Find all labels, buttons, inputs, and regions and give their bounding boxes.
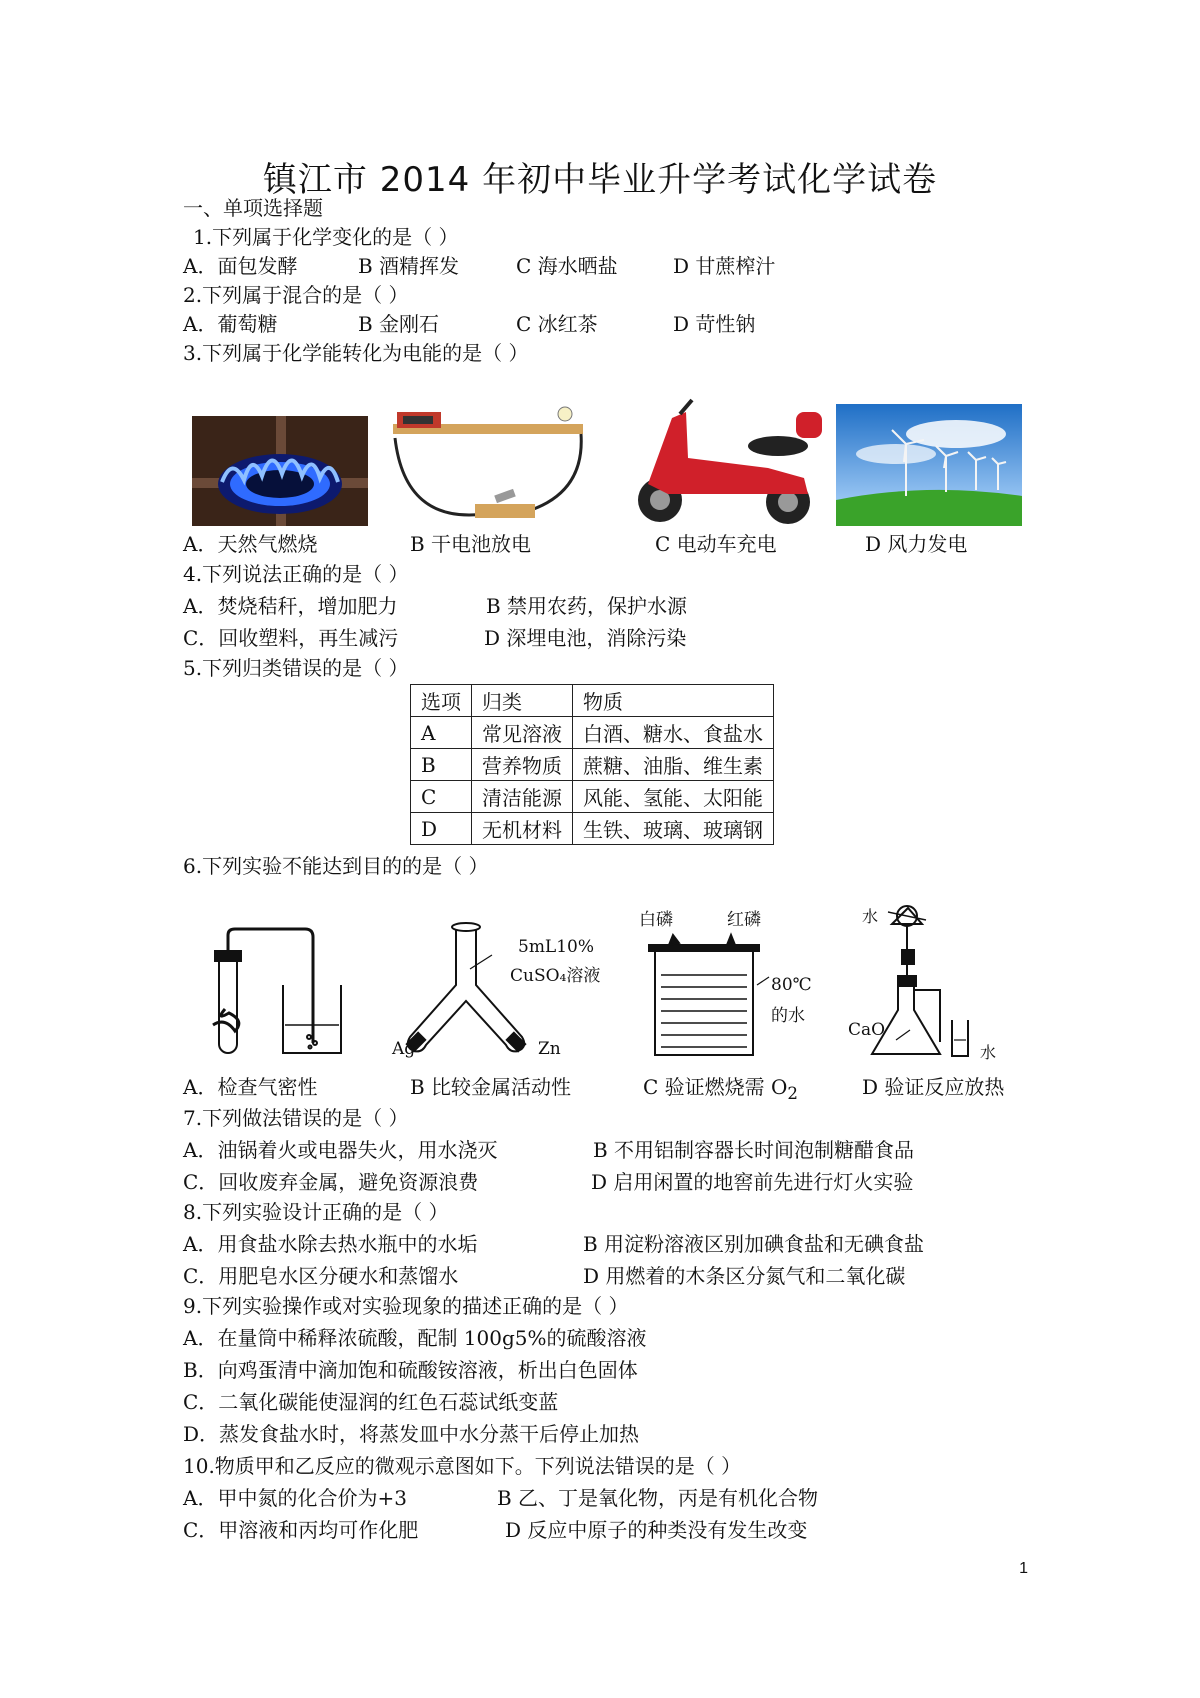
- table-cell: 常见溶液: [472, 717, 573, 749]
- q3-option-b[interactable]: B 干电池放电: [410, 532, 532, 556]
- silver-label: Ag: [392, 1039, 416, 1059]
- q6-option-a[interactable]: A．检查气密性: [183, 1075, 318, 1099]
- table-row: [411, 717, 774, 749]
- q8-option-c[interactable]: C．用肥皂水区分硬水和蒸馏水: [183, 1264, 459, 1288]
- table-cell: 无机材料: [472, 813, 573, 845]
- q1-option-a[interactable]: A．面包发酵: [183, 254, 298, 278]
- q2-option-d[interactable]: D 苛性钠: [673, 312, 756, 336]
- q3-stem: 3.下列属于化学能转化为电能的是（ ）: [183, 341, 529, 365]
- q10-option-b[interactable]: B 乙、丁是氧化物，丙是有机化合物: [497, 1486, 819, 1510]
- beaker-water-label: 水: [980, 1043, 997, 1062]
- q7-stem: 7.下列做法错误的是（ ）: [183, 1106, 409, 1130]
- electric-scooter-image: [628, 398, 826, 526]
- red-phosphorus-label: 红磷: [727, 910, 761, 930]
- table-header-row: [411, 685, 774, 717]
- table-cell: 蔗糖、油脂、维生素: [573, 749, 774, 781]
- reagent-solution-label: CuSO₄溶液: [510, 966, 601, 986]
- q4-option-b[interactable]: B 禁用农药，保护水源: [486, 594, 688, 618]
- q4-option-a[interactable]: A．焚烧秸秆，增加肥力: [183, 594, 398, 618]
- table-header-cell: 物质: [573, 685, 774, 717]
- q1-option-c[interactable]: C 海水晒盐: [516, 254, 618, 278]
- combustion-experiment-figure: [635, 905, 820, 1065]
- q9-stem: 9.下列实验操作或对实验现象的描述正确的是（ ）: [183, 1294, 629, 1318]
- table-header-cell: 选项: [411, 685, 472, 717]
- q10-option-a[interactable]: A．甲中氮的化合价为+3: [183, 1486, 407, 1510]
- water-temp-label: 80℃: [771, 975, 812, 995]
- table-header-cell: 归类: [472, 685, 573, 717]
- table-row: [411, 813, 774, 845]
- q1-option-d[interactable]: D 甘蔗榨汁: [673, 254, 776, 278]
- table-cell: A: [411, 717, 472, 749]
- q8-option-b[interactable]: B 用淀粉溶液区别加碘食盐和无碘食盐: [583, 1232, 925, 1256]
- q10-stem: 10.物质甲和乙反应的微观示意图如下。下列说法错误的是（ ）: [183, 1454, 742, 1478]
- table-cell: 生铁、玻璃、玻璃钢: [573, 813, 774, 845]
- reagent-volume-label: 5mL10%: [518, 937, 595, 957]
- table-cell: 白酒、糖水、食盐水: [573, 717, 774, 749]
- q9-option-a[interactable]: A．在量筒中稀释浓硫酸，配制 100g5%的硫酸溶液: [183, 1326, 647, 1350]
- q2-option-a[interactable]: A．葡萄糖: [183, 312, 278, 336]
- q10-option-d[interactable]: D 反应中原子的种类没有发生改变: [505, 1518, 808, 1542]
- q9-option-d[interactable]: D．蒸发食盐水时，将蒸发皿中水分蒸干后停止加热: [183, 1422, 640, 1446]
- q3-option-a[interactable]: A．天然气燃烧: [183, 532, 318, 556]
- q6-stem: 6.下列实验不能达到目的的是（ ）: [183, 854, 489, 878]
- q8-option-d[interactable]: D 用燃着的木条区分氮气和二氧化碳: [583, 1264, 906, 1288]
- section-heading: 一、单项选择题: [183, 196, 323, 220]
- metal-activity-figure: [390, 915, 610, 1065]
- q3-option-d[interactable]: D 风力发电: [865, 532, 968, 556]
- q9-option-b[interactable]: B．向鸡蛋清中滴加饱和硫酸铵溶液，析出白色固体: [183, 1358, 638, 1382]
- q10-option-c[interactable]: C．甲溶液和丙均可作化肥: [183, 1518, 419, 1542]
- oxygen-subscript: 2: [787, 1084, 799, 1103]
- q7-option-c[interactable]: C．回收废弃金属，避免资源浪费: [183, 1170, 479, 1194]
- funnel-water-label: 水: [862, 907, 879, 926]
- q3-option-c[interactable]: C 电动车充电: [655, 532, 777, 556]
- q9-option-c[interactable]: C．二氧化碳能使湿润的红色石蕊试纸变蓝: [183, 1390, 559, 1414]
- table-cell: 营养物质: [472, 749, 573, 781]
- q7-option-d[interactable]: D 启用闲置的地窖前先进行灯火实验: [591, 1170, 914, 1194]
- table-row: [411, 749, 774, 781]
- dry-battery-circuit-image: [385, 404, 590, 526]
- q8-stem: 8.下列实验设计正确的是（ ）: [183, 1200, 449, 1224]
- table-cell: B: [411, 749, 472, 781]
- q7-option-b[interactable]: B 不用铝制容器长时间泡制糖醋食品: [593, 1138, 915, 1162]
- q6-option-c[interactable]: [643, 1073, 798, 1108]
- q1-option-b[interactable]: B 酒精挥发: [358, 254, 460, 278]
- q5-stem: 5.下列归类错误的是（ ）: [183, 656, 409, 680]
- q2-option-c[interactable]: C 冰红茶: [516, 312, 598, 336]
- q6-option-d[interactable]: D 验证反应放热: [862, 1075, 1005, 1099]
- calcium-oxide-label: CaO: [848, 1020, 886, 1040]
- table-cell: C: [411, 781, 472, 813]
- table-cell: 风能、氢能、太阳能: [573, 781, 774, 813]
- page-number: 1: [1019, 1560, 1028, 1577]
- q7-option-a[interactable]: A．油锅着火或电器失火，用水浇灭: [183, 1138, 498, 1162]
- q4-option-d[interactable]: D 深埋电池，消除污染: [484, 626, 687, 650]
- table-row: [411, 781, 774, 813]
- table-cell: 清洁能源: [472, 781, 573, 813]
- exam-title: 镇江市 2014 年初中毕业升学考试化学试卷: [262, 160, 938, 200]
- reaction-heat-figure: [848, 890, 1018, 1065]
- q6-option-b[interactable]: B 比较金属活动性: [410, 1075, 572, 1099]
- wind-turbines-image: [836, 404, 1022, 526]
- white-phosphorus-label: 白磷: [639, 910, 673, 930]
- q2-option-b[interactable]: B 金刚石: [358, 312, 440, 336]
- q4-option-c[interactable]: C．回收塑料，再生减污: [183, 626, 399, 650]
- zinc-label: Zn: [538, 1039, 561, 1059]
- q8-option-a[interactable]: A．用食盐水除去热水瓶中的水垢: [183, 1232, 478, 1256]
- q5-table: [410, 684, 774, 845]
- q6-option-c-text: C 验证燃烧需 O: [643, 1075, 788, 1099]
- table-cell: D: [411, 813, 472, 845]
- airtightness-apparatus-figure: [205, 925, 345, 1060]
- q4-stem: 4.下列说法正确的是（ ）: [183, 562, 409, 586]
- water-label: 的水: [771, 1006, 805, 1026]
- q2-stem: 2.下列属于混合的是（ ）: [183, 283, 409, 307]
- q1-stem: 1.下列属于化学变化的是（ ）: [193, 225, 459, 249]
- gas-stove-flame-image: [192, 416, 368, 526]
